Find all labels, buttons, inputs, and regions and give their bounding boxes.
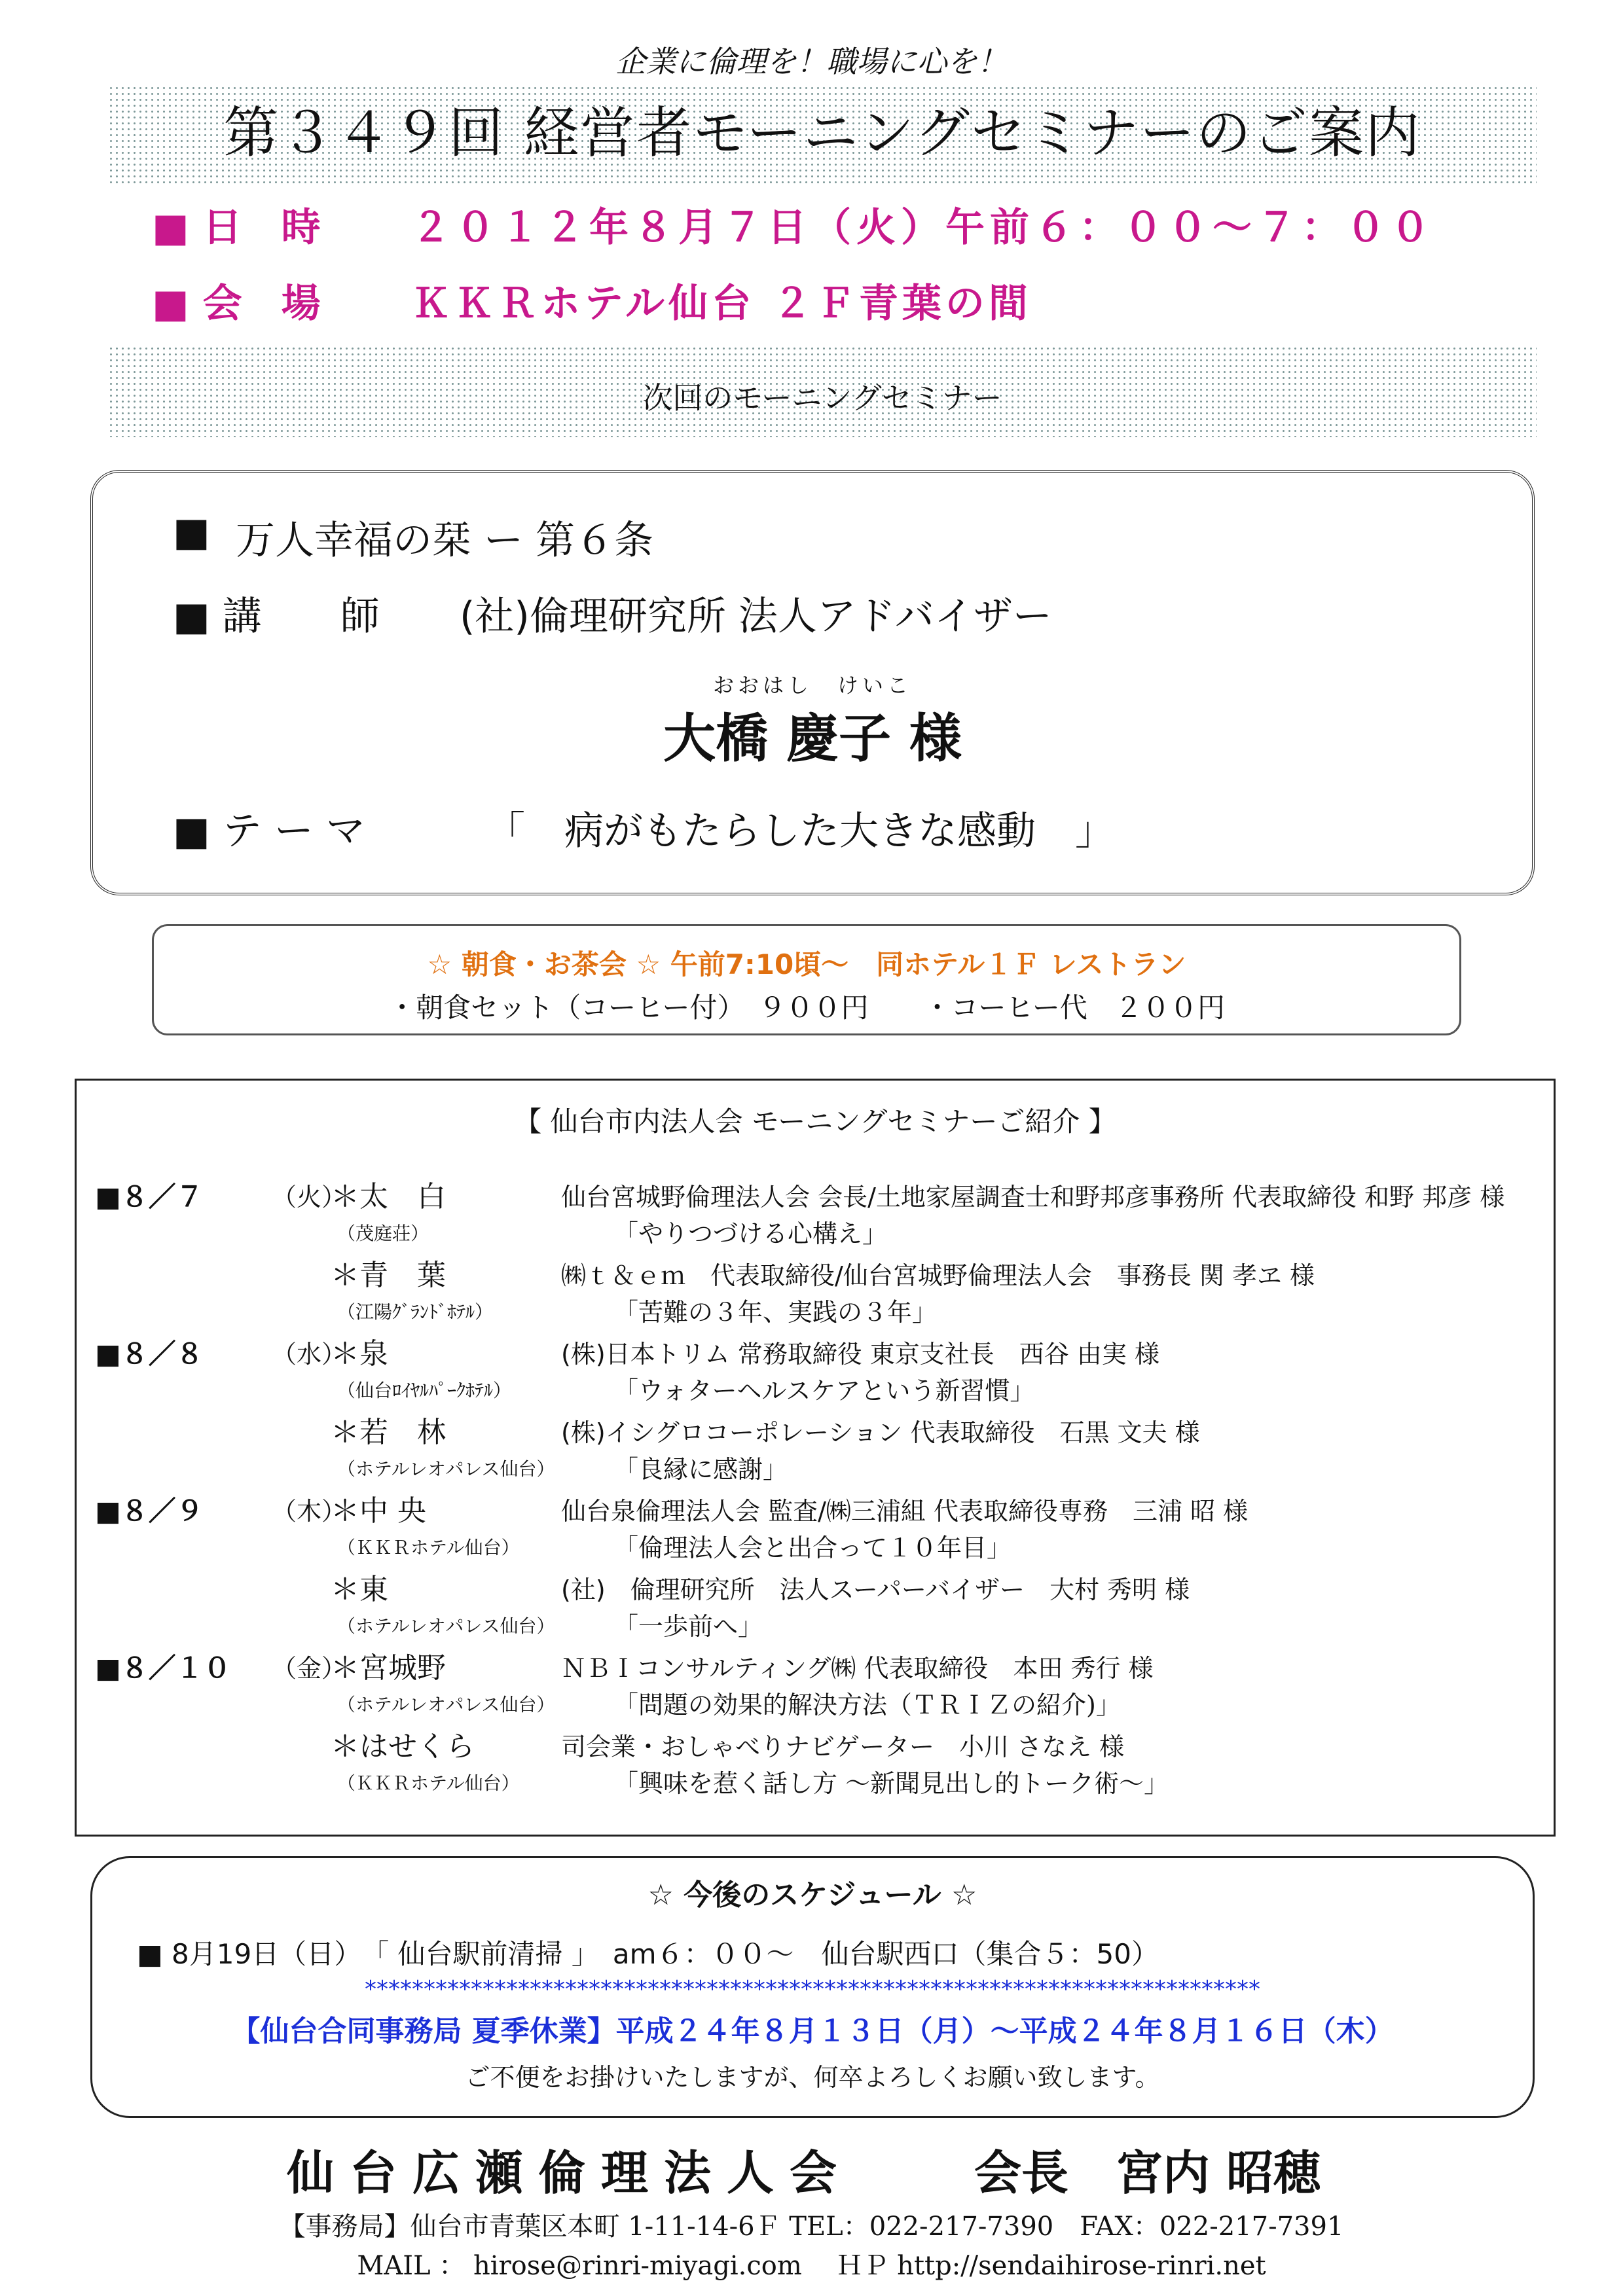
seminar-intro-box: [75, 1079, 1556, 1837]
row-speaker: ㈱ｔ＆ｅｍ 代表取締役/仙台宮城野倫理法人会 事務長 関 孝ヱ 様: [561, 1261, 1315, 1290]
row-theme: 「興味を惹く話し方 ～新聞見出し的トーク術～」: [613, 1769, 1169, 1798]
theme-value: 「 病がもたらした大きな感動 」: [486, 808, 1114, 854]
page-title: 第３４９回 経営者モーニングセミナーのご案内: [223, 101, 1421, 165]
row-region: ＊中 央: [331, 1494, 426, 1528]
row-theme: 「倫理法人会と出合って１０年目」: [613, 1534, 1012, 1562]
row-theme: 「苦難の３年、実践の３年」: [613, 1298, 938, 1327]
lecturer-name: 大橋 慶子 様: [663, 708, 962, 769]
chairperson: 会長 宮内 昭穂: [974, 2145, 1321, 2200]
theme-label: ■ テ ー マ: [173, 808, 365, 854]
row-speaker: (株)イシグロコーポレーション 代表取締役 石黒 文夫 様: [561, 1418, 1200, 1447]
schedule-item: ■ 8月19日（日） 「 仙台駅前清掃 」 am６：００～ 仙台駅西口（集合５：50）: [137, 1938, 1159, 1970]
intro-rows: [77, 1180, 1554, 1821]
row-venue: （茂庭荘）: [337, 1223, 429, 1244]
row-day: （水）: [272, 1340, 347, 1369]
lecture-box: [90, 470, 1535, 895]
stars-divider: ****************************************************************************: [365, 1976, 1260, 2003]
row-theme: 「良縁に感謝」: [613, 1455, 788, 1484]
lecturer-ruby: おおはし けいこ: [712, 673, 912, 698]
row-region: ＊東: [331, 1573, 388, 1606]
apology: ご不便をお掛けいたしますが、何卒よろしくお願い致します。: [465, 2063, 1160, 2092]
row-region: ＊青 葉: [331, 1259, 446, 1292]
org-name: 仙台広瀬倫理法人会: [287, 2145, 853, 2200]
row-venue: （ホテルレオパレス仙台）: [337, 1694, 555, 1715]
breakfast-line1: ☆ 朝食・お茶会 ☆ 午前7:10頃～ 同ホテル１Ｆ レストラン: [427, 948, 1186, 980]
row-venue: （ＫＫＲホテル仙台）: [337, 1537, 520, 1558]
row-speaker: ＮＢＩコンサルティング㈱ 代表取締役 本田 秀行 様: [561, 1654, 1154, 1683]
contact-line: MAIL ： hirose@rinri-miyagi.com ＨＰ http://sendaihirose-rinri.net: [357, 2251, 1266, 2281]
topic: 万人幸福の栞 ー 第６条: [236, 518, 654, 564]
row-speaker: (社) 倫理研究所 法人スーパーバイザー 大村 秀明 様: [561, 1575, 1190, 1604]
date-value: ２０１２年８月７日（火）午前６：００～７：００: [411, 205, 1435, 251]
row-venue: （ＫＫＲホテル仙台）: [337, 1772, 520, 1794]
schedule-title: ☆ 今後のスケジュール ☆: [647, 1878, 977, 1912]
next-banner-text: 次回のモーニングセミナー: [642, 380, 1002, 416]
row-region: ＊若 林: [331, 1416, 446, 1449]
row-day: （木）: [272, 1497, 347, 1526]
row-theme: 「ウォターヘルスケアという新習慣」: [613, 1376, 1035, 1405]
row-date: ■８／１０: [95, 1652, 231, 1684]
breakfast-box: [152, 924, 1461, 1035]
row-venue: （仙台ﾛｲﾔﾙﾊﾟｰｸﾎﾃﾙ）: [337, 1380, 512, 1401]
venue-value: ＫＫＲホテル仙台 ２Ｆ青葉の間: [411, 281, 1032, 327]
row-venue: （ホテルレオパレス仙台）: [337, 1458, 555, 1480]
row-speaker: 仙台宮城野倫理法人会 会長/土地家屋調査士和野邦彦事務所 代表取締役 和野 邦彦 様: [561, 1183, 1505, 1211]
row-theme: 「やりつづける心構え」: [613, 1219, 888, 1248]
row-speaker: 仙台泉倫理法人会 監査/㈱三浦組 代表取締役専務 三浦 昭 様: [561, 1497, 1249, 1526]
lecturer-label: ■ 講 師: [173, 594, 380, 639]
row-venue: （江陽ｸﾞﾗﾝﾄﾞﾎﾃﾙ）: [337, 1301, 494, 1323]
breakfast-line2: ・朝食セット（コーヒー付） ９００円 ・コーヒー代 ２００円: [388, 992, 1225, 1024]
row-venue: （ホテルレオパレス仙台）: [337, 1615, 555, 1637]
intro-title: 【 仙台市内法人会 モーニングセミナーご紹介 】: [514, 1105, 1116, 1138]
schedule-box: [90, 1856, 1535, 2118]
lecturer-org: (社)倫理研究所 法人アドバイザー: [460, 594, 1052, 639]
office-address: 【事務局】仙台市青葉区本町 1-11-14-6Ｆ TEL：022-217-7390 FAX：022-217-7391: [279, 2212, 1344, 2242]
row-region: ＊太 白: [331, 1180, 446, 1213]
row-region: ＊宮城野: [331, 1651, 446, 1685]
row-date: ■８／７: [95, 1181, 204, 1213]
row-date: ■８／８: [95, 1338, 204, 1370]
row-speaker: (株)日本トリム 常務取締役 東京支社長 西谷 由実 様: [561, 1340, 1159, 1369]
row-day: （金）: [272, 1654, 347, 1683]
row-date: ■８／９: [95, 1495, 204, 1527]
row-day: （火）: [272, 1183, 347, 1211]
row-theme: 「問題の効果的解決方法（ＴＲＩＺの紹介)」: [613, 1691, 1121, 1719]
row-theme: 「一歩前へ」: [613, 1612, 763, 1641]
holiday-notice: 【仙台合同事務局 夏季休業】平成２４年８月１３日（月）～平成２４年８月１６日（木）: [231, 2015, 1394, 2048]
venue-label: ■ 会 場: [152, 281, 321, 327]
row-region: ＊はせくら: [331, 1730, 475, 1763]
topic-mark: ■: [173, 509, 210, 555]
row-region: ＊泉: [331, 1337, 388, 1371]
row-speaker: 司会業・おしゃべりナビゲーター 小川 さなえ 様: [561, 1732, 1125, 1761]
date-label: ■ 日 時: [152, 205, 321, 251]
slogan: 企業に倫理を！職場に心を！: [615, 44, 1008, 79]
